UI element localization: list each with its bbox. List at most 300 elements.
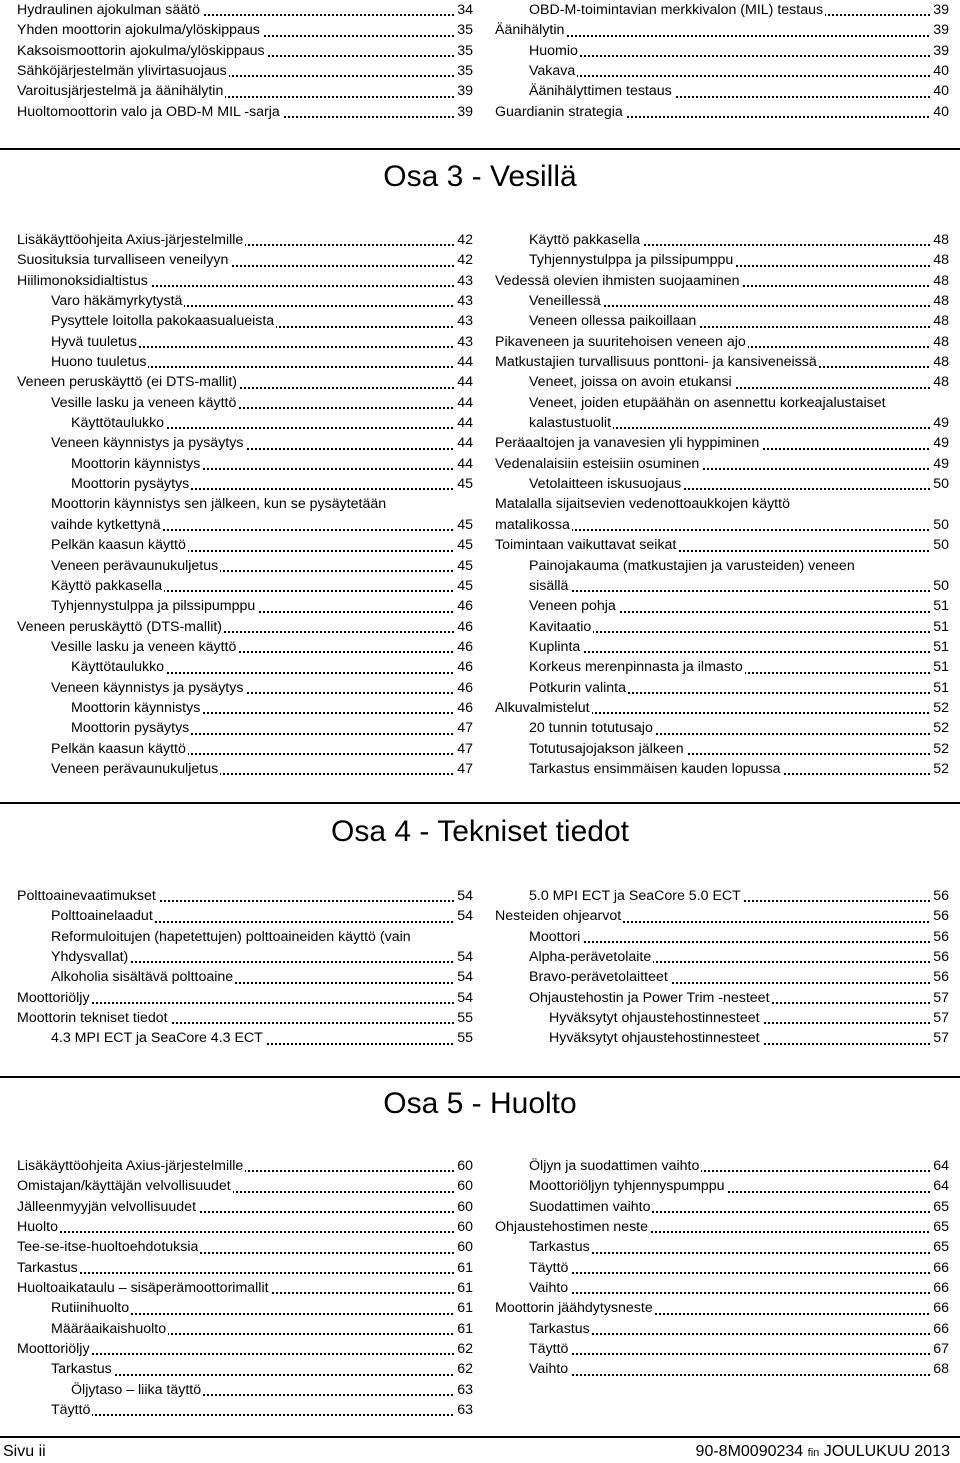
- toc-entry-page: 56: [931, 927, 949, 947]
- toc-entry[interactable]: [17, 718, 473, 738]
- toc-entry[interactable]: [17, 988, 473, 1008]
- toc-entry-title: Painojakauma (matkustajien ja varusteiden) veneen: [529, 556, 949, 576]
- toc-entry[interactable]: [495, 352, 949, 372]
- toc-entry-title: Vetolaitteen iskusuojaus: [529, 476, 682, 493]
- toc-entry-title: Nesteiden ohjearvot: [495, 908, 622, 925]
- toc-entry[interactable]: [495, 739, 949, 759]
- toc-entry-title: Lisäkäyttöohjeita Axius-järjestelmille: [17, 1158, 244, 1174]
- toc-entry[interactable]: [495, 1258, 949, 1278]
- toc-entry[interactable]: [495, 311, 949, 331]
- toc-entry-page: 62: [455, 1359, 473, 1379]
- toc-entry-title: Moottorin jäähdytysneste: [495, 1300, 653, 1317]
- toc-entry-page: 56: [931, 906, 949, 926]
- toc-entry-page: 48: [931, 250, 949, 270]
- toc-entry-page: 51: [931, 678, 949, 698]
- toc-entry[interactable]: [17, 1237, 473, 1257]
- toc-entry-title: Moottorin käynnistys: [71, 699, 201, 716]
- toc-entry-page: 48: [931, 311, 949, 331]
- toc-entry[interactable]: [17, 250, 473, 270]
- toc-entry-page: 55: [455, 1028, 473, 1048]
- toc-entry-page: 42: [455, 230, 473, 250]
- toc-entry[interactable]: [17, 311, 473, 331]
- toc-entry-page: 49: [931, 433, 949, 453]
- toc-entry-page: 44: [455, 352, 473, 372]
- toc-entry[interactable]: [17, 102, 473, 122]
- toc-entry-title: Moottorin pysäytys: [71, 476, 190, 493]
- toc-entry-page: 54: [455, 988, 473, 1008]
- toc-entry-page: 66: [931, 1319, 949, 1339]
- toc-entry-title: Moottoriöljyn tyhjennyspumppu: [529, 1178, 725, 1195]
- toc-entry-page: 55: [455, 1008, 473, 1028]
- toc-entry[interactable]: [17, 556, 473, 576]
- toc-entry[interactable]: [17, 1028, 473, 1048]
- toc-entry-title: Hyvä tuuletus: [51, 333, 137, 350]
- toc-entry-title: Totutusajojakson jälkeen: [529, 740, 684, 757]
- toc-entry-page: 39: [455, 102, 473, 122]
- toc-entry[interactable]: [495, 1237, 949, 1257]
- toc-entry-title: Tarkastus: [529, 1320, 590, 1337]
- toc-entry-title: Veneet, joiden etupäähän on asennettu korkeajalustaiset: [529, 393, 949, 413]
- toc-entry-page: 64: [931, 1156, 949, 1176]
- toc-entry-page: 45: [455, 474, 473, 494]
- toc-entry-title: Tyhjennystulppa ja pilssipumppu: [529, 252, 734, 269]
- toc-entry-title: Huolto: [17, 1219, 59, 1236]
- toc-entry[interactable]: [17, 1217, 473, 1237]
- toc-entry[interactable]: [17, 352, 473, 372]
- toc-entry-page: 44: [455, 454, 473, 474]
- dot-leader: [529, 55, 949, 57]
- toc-entry[interactable]: [17, 576, 473, 596]
- toc-entry-page: 34: [455, 0, 473, 20]
- toc-entry[interactable]: [17, 1278, 473, 1298]
- section-divider: [0, 148, 960, 150]
- toc-entry-title: Hiilimonoksidialtistus: [17, 272, 148, 289]
- toc-entry[interactable]: [495, 947, 949, 967]
- toc-entry[interactable]: [495, 1319, 949, 1339]
- toc-entry[interactable]: [495, 41, 949, 61]
- toc-entry-title: Tarkastus: [17, 1259, 78, 1276]
- toc-entry-page: 47: [455, 739, 473, 759]
- toc-entry[interactable]: [495, 474, 949, 494]
- toc-entry-title: Korkeus merenpinnasta ja ilmasto: [529, 659, 743, 676]
- toc-entry-title: Tee-se-itse-huoltoehdotuksia: [17, 1239, 199, 1256]
- toc-entry[interactable]: [17, 1197, 473, 1217]
- toc-entry-title-continued: matalikossa: [495, 515, 572, 535]
- toc-entry[interactable]: [495, 1339, 949, 1359]
- dot-leader: [51, 1374, 473, 1376]
- dot-leader: [529, 941, 949, 943]
- toc-entry[interactable]: [17, 739, 473, 759]
- toc-entry[interactable]: [17, 393, 473, 413]
- toc-entry[interactable]: [495, 906, 949, 926]
- toc-entry-page: 60: [455, 1217, 473, 1237]
- dot-leader: [529, 590, 949, 592]
- toc-entry[interactable]: [17, 454, 473, 474]
- toc-entry[interactable]: [17, 886, 473, 906]
- toc-entry[interactable]: [17, 1298, 473, 1318]
- toc-entry-title-continued: vaihde kytkettynä: [51, 515, 163, 535]
- toc-entry-title: Veneillessä: [529, 293, 601, 310]
- toc-entry-page: 66: [931, 1298, 949, 1318]
- toc-entry-page: 43: [455, 291, 473, 311]
- toc-entry-page: 49: [931, 454, 949, 474]
- toc-entry-page: 57: [931, 1028, 949, 1048]
- toc-entry-title: Alpha-perävetolaite: [529, 949, 652, 966]
- toc-entry-title: Käyttötaulukko: [71, 659, 165, 676]
- toc-entry-title: Huoltomoottorin valo ja OBD-M MIL -sarja: [17, 103, 280, 120]
- toc-entry-page: 47: [455, 718, 473, 738]
- toc-entry-title: Vedenalaisiin esteisiin osuminen: [495, 455, 700, 472]
- toc-entry-title: Hyväksytyt ohjaustehostinnesteet: [549, 1030, 760, 1047]
- toc-entry-page: 45: [455, 556, 473, 576]
- toc-section-5: [0, 1156, 960, 1426]
- toc-entry-page: 63: [455, 1380, 473, 1400]
- toc-entry-page: 46: [455, 617, 473, 637]
- footer-language: fin: [807, 1447, 820, 1459]
- toc-entry[interactable]: [495, 988, 949, 1008]
- toc-entry-page: 46: [455, 678, 473, 698]
- footer-doc-number: 90-8M0090234: [695, 1443, 804, 1460]
- toc-section-4: [0, 886, 960, 1056]
- toc-entry-title: Hyväksytyt ohjaustehostinnesteet: [549, 1010, 760, 1027]
- toc-entry[interactable]: [495, 1217, 949, 1237]
- toc-entry[interactable]: [17, 433, 473, 453]
- toc-entry[interactable]: [495, 678, 949, 698]
- toc-entry-title: Käyttötaulukko: [71, 415, 165, 432]
- toc-entry[interactable]: [17, 372, 473, 392]
- toc-entry-page: 50: [931, 535, 949, 555]
- toc-entry[interactable]: [495, 718, 949, 738]
- toc-entry[interactable]: [495, 372, 949, 392]
- toc-entry-page: 45: [455, 535, 473, 555]
- toc-entry[interactable]: [495, 759, 949, 779]
- toc-entry[interactable]: [17, 927, 473, 968]
- toc-entry[interactable]: [495, 250, 949, 270]
- toc-entry[interactable]: [495, 291, 949, 311]
- toc-entry-page: 43: [455, 311, 473, 331]
- dot-leader: [529, 1252, 949, 1254]
- toc-entry[interactable]: [495, 102, 949, 122]
- toc-entry-title: OBD-M-toimintavian merkkivalon (MIL) testaus: [529, 2, 824, 18]
- footer-page-label: Sivu ii: [3, 1443, 46, 1460]
- toc-entry[interactable]: [495, 596, 949, 616]
- toc-entry-page: 56: [931, 947, 949, 967]
- toc-entry-page: 57: [931, 1008, 949, 1028]
- dot-leader: [17, 1231, 473, 1233]
- toc-entry-page: 48: [931, 230, 949, 250]
- toc-entry-page: 54: [455, 886, 473, 906]
- toc-entry-title: Veneen peruskäyttö (DTS-mallit): [17, 618, 223, 635]
- toc-entry[interactable]: [17, 332, 473, 352]
- toc-entry-title: Tarkastus: [51, 1361, 112, 1378]
- toc-entry-title: Jälleenmyyjän velvollisuudet: [17, 1198, 197, 1215]
- toc-column-left: [17, 1156, 473, 1420]
- toc-entry-title: Tyhjennystulppa ja pilssipumppu: [51, 598, 256, 615]
- toc-entry[interactable]: [17, 494, 473, 535]
- dot-leader: [17, 1272, 473, 1274]
- toc-entry-title: Ohjaustehostimen neste: [495, 1219, 649, 1236]
- toc-entry-page: 46: [455, 698, 473, 718]
- dot-leader: [529, 1292, 949, 1294]
- toc-entry-title: Määräaikaishuolto: [51, 1320, 167, 1337]
- toc-entry-title: Pelkän kaasun käyttö: [51, 740, 186, 757]
- toc-entry-title: Rutiinihuolto: [51, 1300, 130, 1317]
- toc-entry[interactable]: [17, 0, 473, 20]
- toc-entry[interactable]: [495, 556, 949, 597]
- toc-entry-page: 48: [931, 372, 949, 392]
- toc-entry-title-continued: kalastustuolit: [529, 413, 613, 433]
- toc-entry-page: 66: [931, 1258, 949, 1278]
- toc-entry-page: 44: [455, 372, 473, 392]
- toc-column-right: [495, 1156, 949, 1380]
- toc-entry[interactable]: [495, 535, 949, 555]
- toc-entry[interactable]: [17, 1008, 473, 1028]
- toc-entry[interactable]: [495, 698, 949, 718]
- toc-entry[interactable]: [17, 230, 473, 250]
- toc-entry[interactable]: [495, 1008, 949, 1028]
- toc-entry-page: 60: [455, 1197, 473, 1217]
- toc-entry[interactable]: [495, 617, 949, 637]
- toc-entry-page: 54: [455, 947, 473, 967]
- toc-entry[interactable]: [495, 1156, 949, 1176]
- dot-leader: [529, 1374, 949, 1376]
- toc-entry-page: 47: [455, 759, 473, 779]
- toc-entry-title: Vedessä olevien ihmisten suojaaminen: [495, 272, 740, 289]
- toc-entry-title: Veneen käynnistys ja pysäytys: [51, 679, 244, 696]
- toc-entry-page: 61: [455, 1258, 473, 1278]
- toc-entry-title: Omistajan/käyttäjän velvollisuudet: [17, 1178, 231, 1195]
- toc-entry[interactable]: [17, 1319, 473, 1339]
- toc-entry[interactable]: [495, 657, 949, 677]
- toc-entry-title: Moottorin pysäytys: [71, 720, 190, 737]
- toc-entry[interactable]: [17, 967, 473, 987]
- toc-entry-title: Matalalla sijaitsevien vedenottoaukkojen käyttö: [495, 494, 925, 514]
- toc-entry[interactable]: [17, 1156, 473, 1176]
- toc-entry[interactable]: [495, 0, 949, 20]
- toc-entry[interactable]: [17, 535, 473, 555]
- toc-entry-title: Huomio: [529, 42, 578, 59]
- toc-entry[interactable]: [17, 291, 473, 311]
- toc-entry[interactable]: [495, 81, 949, 101]
- toc-entry-title: Hydraulinen ajokulman säätö: [17, 2, 200, 18]
- toc-entry-title: Äänihälyttimen testaus: [529, 83, 672, 100]
- toc-entry[interactable]: [17, 596, 473, 616]
- toc-entry[interactable]: [17, 1380, 473, 1400]
- toc-entry-page: 39: [931, 20, 949, 40]
- toc-entry-page: 61: [455, 1319, 473, 1339]
- toc-entry-page: 62: [455, 1339, 473, 1359]
- toc-entry-title: Huono tuuletus: [51, 354, 147, 371]
- toc-entry-page: 35: [455, 41, 473, 61]
- toc-entry[interactable]: [495, 1359, 949, 1379]
- toc-entry[interactable]: [17, 759, 473, 779]
- toc-entry-page: 43: [455, 332, 473, 352]
- toc-entry-title: 5.0 MPI ECT ja SeaCore 5.0 ECT: [529, 888, 741, 904]
- dot-leader: [529, 651, 949, 653]
- toc-entry-page: 56: [931, 886, 949, 906]
- toc-entry-title: Huoltoaikataulu – sisäperämoottorimallit: [17, 1280, 269, 1297]
- toc-entry[interactable]: [17, 657, 473, 677]
- toc-entry[interactable]: [17, 20, 473, 40]
- toc-entry[interactable]: [17, 474, 473, 494]
- toc-entry-title: Moottorin käynnistys: [71, 455, 201, 472]
- toc-entry[interactable]: [17, 637, 473, 657]
- toc-entry-page: 35: [455, 61, 473, 81]
- toc-entry-page: 50: [931, 474, 949, 494]
- toc-entry-title: Alkuvalmistelut: [495, 699, 590, 716]
- toc-entry[interactable]: [495, 1197, 949, 1217]
- toc-entry-page: 39: [931, 41, 949, 61]
- toc-entry-title: Matkustajien turvallisuus ponttoni- ja kansiveneissä: [495, 354, 817, 371]
- toc-entry-title: Sähköjärjestelmän ylivirtasuojaus: [17, 63, 227, 80]
- toc-entry-page: 48: [931, 352, 949, 372]
- toc-entry-page: 67: [931, 1339, 949, 1359]
- toc-entry-page: 61: [455, 1278, 473, 1298]
- section-heading: Osa 5 - Huolto: [383, 1087, 577, 1120]
- toc-entry[interactable]: [495, 1298, 949, 1318]
- page-footer: [0, 1440, 960, 1463]
- toc-entry-page: 52: [931, 739, 949, 759]
- toc-entry[interactable]: [495, 494, 949, 535]
- toc-entry-page: 51: [931, 617, 949, 637]
- toc-entry[interactable]: [17, 906, 473, 926]
- section-divider: [0, 1076, 960, 1078]
- toc-entry[interactable]: [495, 61, 949, 81]
- toc-entry-title: Kaksoismoottorin ajokulma/ylöskippaus: [17, 42, 265, 59]
- toc-entry[interactable]: [495, 1028, 949, 1048]
- toc-entry-page: 60: [455, 1176, 473, 1196]
- toc-section-3: [0, 230, 960, 790]
- toc-entry[interactable]: [495, 454, 949, 474]
- toc-entry[interactable]: [495, 393, 949, 434]
- toc-entry-title: Suosituksia turvalliseen veneilyyn: [17, 252, 229, 269]
- toc-entry-title: Kavitaatio: [529, 618, 592, 635]
- toc-entry[interactable]: [17, 1400, 473, 1420]
- toc-entry-page: 39: [931, 0, 949, 20]
- toc-entry-title: Veneet, joissa on avoin etukansi: [529, 374, 732, 391]
- toc-entry[interactable]: [495, 637, 949, 657]
- toc-entry-page: 68: [931, 1359, 949, 1379]
- toc-entry-page: 43: [455, 271, 473, 291]
- toc-entry-page: 48: [931, 271, 949, 291]
- toc-entry-title: Käyttö pakkasella: [529, 232, 641, 248]
- toc-entry[interactable]: [17, 698, 473, 718]
- toc-entry-title: Yhden moottorin ajokulma/ylöskippaus: [17, 22, 260, 39]
- toc-entry[interactable]: [495, 20, 949, 40]
- toc-entry-title: Guardianin strategia: [495, 103, 623, 120]
- toc-entry[interactable]: [17, 81, 473, 101]
- toc-entry-page: 39: [455, 81, 473, 101]
- toc-entry-page: 54: [455, 967, 473, 987]
- toc-entry[interactable]: [495, 332, 949, 352]
- toc-entry-title: Moottoriöljy: [17, 989, 90, 1006]
- toc-entry-title: Alkoholia sisältävä polttoaine: [51, 969, 234, 986]
- toc-entry[interactable]: [495, 886, 949, 906]
- toc-entry-title: Öljytaso – liika täyttö: [71, 1381, 202, 1398]
- toc-entry-page: 51: [931, 637, 949, 657]
- toc-entry-page: 40: [931, 102, 949, 122]
- dot-leader: [529, 1333, 949, 1335]
- toc-entry-title-continued: Yhdysvallat): [51, 947, 130, 967]
- toc-entry[interactable]: [17, 61, 473, 81]
- toc-entry-page: 49: [931, 413, 949, 433]
- toc-entry-page: 60: [455, 1237, 473, 1257]
- toc-entry-page: 52: [931, 759, 949, 779]
- toc-entry-title: Ohjaustehostin ja Power Trim -nesteet: [529, 989, 770, 1006]
- footer-doc-info: [696, 1440, 950, 1463]
- toc-entry[interactable]: [495, 230, 949, 250]
- toc-entry-title: Vesille lasku ja veneen käyttö: [51, 394, 237, 411]
- toc-entry-title: Polttoainelaadut: [51, 908, 153, 925]
- toc-entry-page: 57: [931, 988, 949, 1008]
- toc-entry[interactable]: [17, 1359, 473, 1379]
- dot-leader: [51, 1414, 473, 1416]
- toc-column-right: [495, 0, 949, 122]
- toc-column-right: [495, 230, 949, 779]
- toc-entry-title: Tarkastus ensimmäisen kauden lopussa: [529, 760, 781, 777]
- toc-entry[interactable]: [17, 678, 473, 698]
- toc-entry-title: Vesille lasku ja veneen käyttö: [51, 638, 237, 655]
- toc-entry-title: Lisäkäyttöohjeita Axius-järjestelmille: [17, 232, 244, 248]
- toc-entry-page: 66: [931, 1278, 949, 1298]
- toc-entry-title: Vakava: [529, 63, 576, 80]
- toc-entry[interactable]: [17, 1339, 473, 1359]
- toc-entry-page: 50: [931, 576, 949, 596]
- toc-entry-page: 44: [455, 413, 473, 433]
- toc-column-right: [495, 886, 949, 1049]
- toc-entry-title: Vaihto: [529, 1280, 569, 1297]
- toc-entry[interactable]: [17, 271, 473, 291]
- toc-entry[interactable]: [17, 413, 473, 433]
- toc-entry[interactable]: [17, 41, 473, 61]
- toc-entry-page: 65: [931, 1197, 949, 1217]
- toc-entry-title: Peräaaltojen ja vanavesien yli hyppiminen: [495, 435, 760, 452]
- toc-entry-page: 56: [931, 967, 949, 987]
- toc-entry-page: 64: [931, 1176, 949, 1196]
- toc-entry[interactable]: [495, 1176, 949, 1196]
- toc-entry-title: Bravo-perävetolaitteet: [529, 969, 668, 986]
- toc-entry-title: Vaihto: [529, 1361, 569, 1378]
- toc-entry-title: Reformuloitujen (hapetettujen) polttoaineiden käyttö (vain: [51, 927, 473, 947]
- toc-entry-title: Moottoriöljy: [17, 1341, 90, 1358]
- toc-entry-title: Varoitusjärjestelmä ja äänihälytin: [17, 83, 224, 100]
- toc-entry-page: 48: [931, 291, 949, 311]
- toc-entry[interactable]: [495, 927, 949, 947]
- toc-entry-page: 60: [455, 1156, 473, 1176]
- dot-leader: [529, 1272, 949, 1274]
- toc-entry-page: 52: [931, 698, 949, 718]
- toc-entry-page: 40: [931, 61, 949, 81]
- toc-entry-page: 65: [931, 1237, 949, 1257]
- section-heading: Osa 3 - Vesillä: [383, 160, 577, 193]
- toc-entry[interactable]: [495, 271, 949, 291]
- toc-entry[interactable]: [495, 1278, 949, 1298]
- toc-entry[interactable]: [17, 617, 473, 637]
- toc-entry[interactable]: [495, 433, 949, 453]
- toc-entry[interactable]: [17, 1258, 473, 1278]
- toc-entry-title: Pysyttele loitolla pakokaasualueista: [51, 313, 275, 330]
- toc-column-left: [17, 0, 473, 122]
- toc-column-left: [17, 886, 473, 1049]
- toc-entry-page: 52: [931, 718, 949, 738]
- toc-entry-title: Veneen perävaunukuljetus: [51, 760, 219, 777]
- toc-entry-title: Polttoainevaatimukset: [17, 888, 156, 904]
- toc-entry-title: Pelkän kaasun käyttö: [51, 537, 186, 554]
- toc-entry[interactable]: [495, 967, 949, 987]
- toc-entry[interactable]: [17, 1176, 473, 1196]
- toc-entry-page: 46: [455, 637, 473, 657]
- toc-entry-page: 46: [455, 657, 473, 677]
